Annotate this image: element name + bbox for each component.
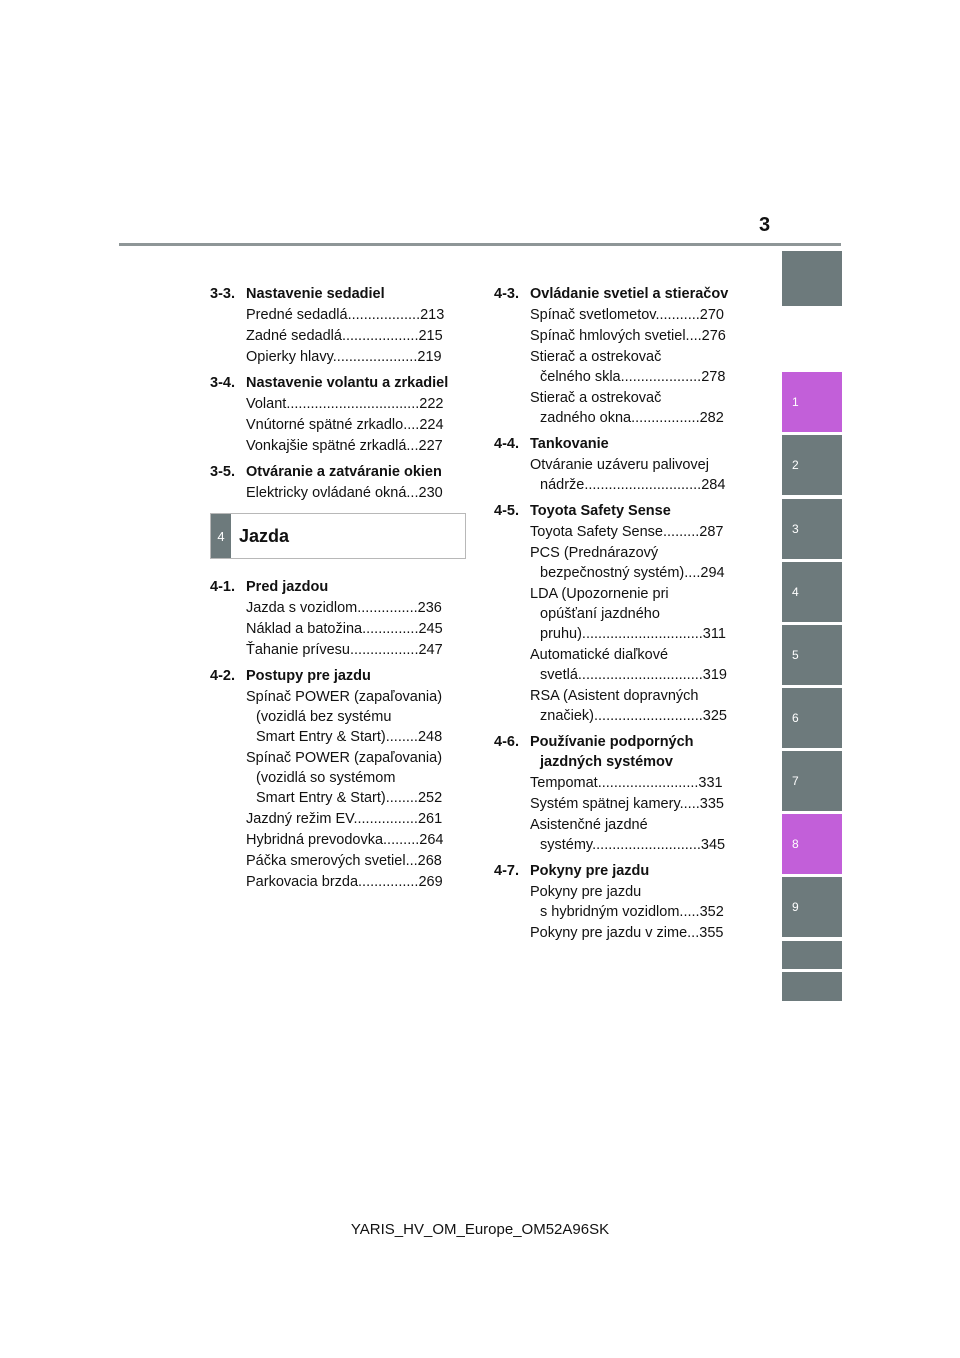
- section-number: 3-5.: [210, 464, 235, 480]
- entry-title: [530, 686, 744, 726]
- toc-entry[interactable]: [246, 483, 460, 503]
- entry-title-line: [530, 706, 744, 726]
- chapter-tab-4[interactable]: 4: [782, 562, 842, 622]
- toc-left-column-lower: [210, 577, 460, 892]
- entry-page: 282: [699, 410, 724, 426]
- leader-dots: ...: [687, 925, 700, 941]
- entry-title: [530, 584, 744, 644]
- entry-page: 252: [417, 790, 443, 806]
- entry-title: [246, 809, 460, 829]
- toc-entry[interactable]: [246, 851, 460, 871]
- leader-dots: .....................: [332, 349, 418, 365]
- chapter-tab-blank[interactable]: [782, 972, 842, 1001]
- toc-entry[interactable]: [530, 923, 744, 943]
- entry-title-line: [246, 305, 460, 325]
- entry-title-line: [246, 809, 460, 829]
- section-title-line: Nastavenie volantu a zrkadiel: [246, 375, 449, 391]
- entry-page: 335: [699, 796, 724, 812]
- section-title-line: Otváranie a zatváranie okien: [246, 464, 442, 480]
- section-title-line: Pokyny pre jazdu: [530, 863, 650, 879]
- chapter-tab-1[interactable]: 1: [782, 372, 842, 432]
- entry-text: Automatické diaľkové: [530, 647, 669, 663]
- entry-page: 215: [418, 328, 443, 344]
- entry-title: [246, 598, 460, 618]
- section-title: [530, 501, 744, 521]
- section-title-line: Používanie podporných: [530, 734, 694, 750]
- entry-text: Spínač POWER (zapaľovania): [246, 750, 443, 766]
- entry-text: Pokyny pre jazdu: [530, 884, 642, 900]
- entry-text: Predné sedadlá: [246, 307, 348, 323]
- leader-dots: ....: [684, 565, 701, 581]
- toc-entry[interactable]: [530, 882, 744, 922]
- section-title: [246, 462, 460, 482]
- entry-title-line: [530, 388, 744, 408]
- toc-entry[interactable]: [530, 645, 744, 685]
- leader-dots: .........: [383, 832, 420, 848]
- section-title-line: Toyota Safety Sense: [530, 503, 671, 519]
- chapter-tab-8[interactable]: 8: [782, 814, 842, 874]
- section-title-line: Pred jazdou: [246, 579, 329, 595]
- entry-text: Otváranie uzáveru palivovej: [530, 457, 709, 473]
- entry-text: Asistenčné jazdné: [530, 817, 648, 833]
- entry-text: Zadné sedadlá: [246, 328, 342, 344]
- entry-page: 230: [418, 485, 443, 501]
- toc-section[interactable]: [210, 373, 460, 393]
- toc-entry[interactable]: [530, 815, 744, 855]
- entry-title: [530, 773, 744, 793]
- entry-text: Jazda s vozidlom: [246, 600, 358, 616]
- entry-title-line: [246, 483, 460, 503]
- toc-entry[interactable]: [246, 347, 460, 367]
- leader-dots: ....................: [620, 369, 702, 385]
- chapter-header: [210, 513, 466, 559]
- leader-dots: .....: [679, 904, 700, 920]
- entry-title: [246, 872, 460, 892]
- entry-title-line: [246, 415, 460, 435]
- entry-title-line: [246, 598, 460, 618]
- toc-entry[interactable]: [530, 773, 744, 793]
- entry-text: Spínač POWER (zapaľovania): [246, 689, 443, 705]
- entry-title-line: [530, 408, 744, 428]
- entry-page: 270: [699, 307, 724, 323]
- entry-title-line: [246, 872, 460, 892]
- leader-dots: ..............................: [581, 626, 703, 642]
- entry-text: RSA (Asistent dopravných: [530, 688, 699, 704]
- page-number: 3: [759, 214, 771, 236]
- entry-text: pruhu): [540, 626, 582, 642]
- entry-text: Ťahanie prívesu: [246, 642, 350, 658]
- entry-text: značiek): [540, 708, 594, 724]
- leader-dots: .....: [679, 796, 700, 812]
- toc-section[interactable]: [210, 577, 460, 597]
- entry-title-line: [530, 624, 744, 644]
- section-title: [246, 284, 460, 304]
- entry-page: 224: [419, 417, 444, 433]
- entry-page: 247: [418, 642, 443, 658]
- entry-title-line: [530, 563, 744, 583]
- entry-text: Vonkajšie spätné zrkadlá: [246, 438, 407, 454]
- entry-text: svetlá: [540, 667, 578, 683]
- leader-dots: .........: [663, 524, 700, 540]
- toc-section[interactable]: [210, 462, 460, 482]
- entry-title: [530, 882, 744, 922]
- entry-text: Tempomat: [530, 775, 598, 791]
- section-title-line: Postupy pre jazdu: [246, 668, 371, 684]
- entry-page: 331: [698, 775, 723, 791]
- entry-page: 227: [418, 438, 443, 454]
- entry-title: [246, 347, 460, 367]
- entry-title: [246, 415, 460, 435]
- entry-title-line: [246, 687, 460, 707]
- entry-page: 352: [699, 904, 724, 920]
- entry-title-line: [530, 475, 744, 495]
- entry-title: [530, 815, 744, 855]
- toc-section[interactable]: [210, 666, 460, 686]
- entry-text: Páčka smerových svetiel: [246, 853, 406, 869]
- entry-page: 287: [699, 524, 724, 540]
- toc-entry[interactable]: [530, 388, 744, 428]
- entry-text: zadného okna: [540, 410, 632, 426]
- toc-entry[interactable]: [530, 305, 744, 325]
- entry-text: LDA (Upozornenie pri: [530, 586, 669, 602]
- chapter-tab-6[interactable]: 6: [782, 688, 842, 748]
- entry-page: 236: [417, 600, 442, 616]
- entry-title: [530, 455, 744, 495]
- section-title-line: jazdných systémov: [540, 754, 673, 770]
- entry-page: 325: [702, 708, 727, 724]
- entry-title-line: [246, 727, 460, 747]
- entry-title: [246, 436, 460, 456]
- section-title: [530, 284, 744, 304]
- section-title-line: Nastavenie sedadiel: [246, 286, 385, 302]
- toc-entry[interactable]: [246, 872, 460, 892]
- entry-text: Smart Entry & Start): [256, 729, 386, 745]
- entry-title: [530, 388, 744, 428]
- section-number: 4-4.: [494, 436, 519, 452]
- entry-text: Hybridná prevodovka: [246, 832, 384, 848]
- toc-right-column: [494, 284, 744, 943]
- toc-entry[interactable]: [530, 455, 744, 495]
- entry-page: 264: [419, 832, 444, 848]
- entry-text: opúšťaní jazdného: [540, 606, 660, 622]
- leader-dots: ...........: [655, 307, 700, 323]
- entry-title: [246, 687, 460, 747]
- entry-title: [530, 347, 744, 387]
- chapter-number: 4: [211, 514, 231, 558]
- section-number: 4-2.: [210, 668, 235, 684]
- entry-page: 222: [419, 396, 444, 412]
- toc-entry[interactable]: [530, 347, 744, 387]
- chapter-tab-5[interactable]: 5: [782, 625, 842, 685]
- entry-text: Volant: [246, 396, 287, 412]
- entry-text: Vnútorné spätné zrkadlo: [246, 417, 404, 433]
- entry-title-line: [530, 815, 744, 835]
- section-title: [246, 666, 460, 686]
- toc-entry[interactable]: [530, 584, 744, 644]
- entry-title: [530, 326, 744, 346]
- entry-page: 284: [701, 477, 726, 493]
- entry-title-line: [530, 326, 744, 346]
- entry-title-line: [530, 923, 744, 943]
- entry-page: 276: [701, 328, 726, 344]
- toc-entry[interactable]: [530, 326, 744, 346]
- entry-title: [530, 522, 744, 542]
- toc-section[interactable]: [494, 732, 744, 772]
- leader-dots: ..................: [347, 307, 421, 323]
- entry-page: 319: [702, 667, 727, 683]
- entry-text: s hybridným vozidlom: [540, 904, 680, 920]
- section-number: 4-5.: [494, 503, 519, 519]
- toc-entry[interactable]: [530, 522, 744, 542]
- entry-page: 355: [699, 925, 724, 941]
- entry-title-line: [246, 830, 460, 850]
- entry-title: [530, 305, 744, 325]
- leader-dots: ...............................: [577, 667, 703, 683]
- entry-title-line: [246, 347, 460, 367]
- toc-entry[interactable]: [530, 543, 744, 583]
- toc-entry[interactable]: [246, 305, 460, 325]
- toc-entry[interactable]: [246, 809, 460, 829]
- leader-dots: ...: [406, 485, 419, 501]
- leader-dots: .............................: [584, 477, 702, 493]
- entry-text: Stierač a ostrekovač: [530, 390, 662, 406]
- chapter-tab-9[interactable]: 9: [782, 877, 842, 937]
- entry-title-line: [246, 768, 460, 788]
- section-title: [246, 373, 460, 393]
- toc-section[interactable]: [494, 501, 744, 521]
- entry-text: PCS (Prednárazový: [530, 545, 659, 561]
- entry-title: [246, 851, 460, 871]
- chapter-tab-7[interactable]: 7: [782, 751, 842, 811]
- entry-text: Systém spätnej kamery: [530, 796, 680, 812]
- entry-title: [246, 305, 460, 325]
- entry-page: 294: [700, 565, 725, 581]
- leader-dots: ................: [353, 811, 418, 827]
- section-title-line: Tankovanie: [530, 436, 609, 452]
- entry-title-line: [246, 394, 460, 414]
- section-title: [530, 861, 744, 881]
- toc-entry[interactable]: [246, 415, 460, 435]
- entry-title: [246, 394, 460, 414]
- leader-dots: .................: [631, 410, 700, 426]
- toc-entry[interactable]: [246, 436, 460, 456]
- entry-text: (vozidlá so systémom: [256, 770, 396, 786]
- toc-entry[interactable]: [246, 748, 460, 808]
- entry-page: 345: [700, 837, 726, 853]
- leader-dots: .........................: [597, 775, 699, 791]
- entry-title: [530, 794, 744, 814]
- entry-title: [246, 830, 460, 850]
- section-title: [530, 434, 744, 454]
- entry-title-line: [530, 543, 744, 563]
- footer-code: YARIS_HV_OM_Europe_OM52A96SK: [350, 1221, 610, 1238]
- chapter-tab-blank[interactable]: [782, 251, 842, 306]
- leader-dots: ...: [405, 853, 418, 869]
- entry-title-line: [246, 788, 460, 808]
- entry-text: Spínač hmlových svetiel: [530, 328, 686, 344]
- leader-dots: ....: [403, 417, 420, 433]
- entry-text: Elektricky ovládané okná: [246, 485, 407, 501]
- entry-title-line: [246, 640, 460, 660]
- entry-title-line: [530, 455, 744, 475]
- entry-title-line: [530, 604, 744, 624]
- entry-title: [246, 619, 460, 639]
- toc-section[interactable]: [494, 284, 744, 304]
- toc-entry[interactable]: [530, 794, 744, 814]
- section-number: 4-1.: [210, 579, 235, 595]
- entry-title-line: [246, 748, 460, 768]
- entry-text: čelného skla: [540, 369, 621, 385]
- entry-page: 213: [420, 307, 445, 323]
- entry-page: 311: [702, 626, 726, 642]
- section-title-line: Ovládanie svetiel a stieračov: [530, 286, 729, 302]
- entry-title-line: [530, 773, 744, 793]
- entry-title: [530, 645, 744, 685]
- entry-text: bezpečnostný systém): [540, 565, 685, 581]
- entry-text: Parkovacia brzda: [246, 874, 359, 890]
- entry-page: 248: [417, 729, 443, 745]
- toc-entry[interactable]: [246, 394, 460, 414]
- section-number: 4-7.: [494, 863, 519, 879]
- section-title: [530, 732, 744, 772]
- toc-entry[interactable]: [246, 687, 460, 747]
- leader-dots: ...............: [358, 874, 419, 890]
- entry-title-line: [530, 882, 744, 902]
- entry-text: Toyota Safety Sense: [530, 524, 663, 540]
- leader-dots: .................................: [286, 396, 420, 412]
- entry-text: Spínač svetlometov: [530, 307, 656, 323]
- section-number: 4-6.: [494, 734, 519, 750]
- section-number: 4-3.: [494, 286, 519, 302]
- entry-title-line: [530, 584, 744, 604]
- entry-text: Stierač a ostrekovač: [530, 349, 662, 365]
- entry-title: [246, 326, 460, 346]
- toc-entry[interactable]: [246, 830, 460, 850]
- entry-title-line: [246, 326, 460, 346]
- entry-title: [246, 640, 460, 660]
- leader-dots: ....: [685, 328, 702, 344]
- entry-title-line: [530, 835, 744, 855]
- leader-dots: ...: [406, 438, 419, 454]
- entry-title-line: [530, 347, 744, 367]
- entry-text: Opierky hlavy: [246, 349, 333, 365]
- entry-text: Náklad a batožina: [246, 621, 363, 637]
- toc-entry[interactable]: [246, 326, 460, 346]
- leader-dots: ...........................: [592, 837, 701, 853]
- toc-entry[interactable]: [246, 640, 460, 660]
- entry-text: Jazdný režim EV: [246, 811, 354, 827]
- entry-title-line: [530, 522, 744, 542]
- entry-page: 268: [417, 853, 442, 869]
- section-number: 3-4.: [210, 375, 235, 391]
- leader-dots: ...................: [341, 328, 419, 344]
- entry-title-line: [530, 794, 744, 814]
- leader-dots: ..............: [362, 621, 419, 637]
- section-number: 3-3.: [210, 286, 235, 302]
- entry-title-line: [530, 645, 744, 665]
- entry-text: Pokyny pre jazdu v zime: [530, 925, 688, 941]
- section-title: [246, 577, 460, 597]
- toc-left-column: [210, 284, 460, 503]
- leader-dots: ...........................: [594, 708, 703, 724]
- leader-dots: .................: [349, 642, 419, 658]
- entry-title-line: [246, 851, 460, 871]
- entry-title-line: [530, 902, 744, 922]
- entry-title: [530, 923, 744, 943]
- entry-title-line: [246, 707, 460, 727]
- leader-dots: ........: [385, 729, 418, 745]
- top-rule: [119, 243, 841, 246]
- entry-text: systémy: [540, 837, 593, 853]
- toc-section[interactable]: [210, 284, 460, 304]
- entry-title-line: [530, 305, 744, 325]
- entry-title: [246, 483, 460, 503]
- toc-entry[interactable]: [530, 686, 744, 726]
- chapter-tab-2[interactable]: 2: [782, 435, 842, 495]
- toc-section[interactable]: [494, 861, 744, 881]
- entry-title-line: [246, 436, 460, 456]
- entry-page: 278: [701, 369, 726, 385]
- entry-text: Smart Entry & Start): [256, 790, 386, 806]
- toc-entry[interactable]: [246, 619, 460, 639]
- entry-title: [530, 543, 744, 583]
- entry-title-line: [530, 367, 744, 387]
- entry-title-line: [530, 686, 744, 706]
- toc-section[interactable]: [494, 434, 744, 454]
- entry-title-line: [530, 665, 744, 685]
- leader-dots: ...............: [357, 600, 418, 616]
- chapter-title: Jazda: [239, 525, 290, 546]
- entry-title-line: [246, 619, 460, 639]
- entry-text: (vozidlá bez systému: [256, 709, 392, 725]
- entry-text: nádrže: [540, 477, 585, 493]
- leader-dots: ........: [385, 790, 418, 806]
- entry-title: [246, 748, 460, 808]
- entry-page: 269: [418, 874, 443, 890]
- entry-page: 245: [418, 621, 443, 637]
- entry-page: 219: [417, 349, 442, 365]
- toc-entry[interactable]: [246, 598, 460, 618]
- chapter-tab-3[interactable]: 3: [782, 499, 842, 559]
- chapter-tab-blank[interactable]: [782, 941, 842, 969]
- entry-page: 261: [417, 811, 443, 827]
